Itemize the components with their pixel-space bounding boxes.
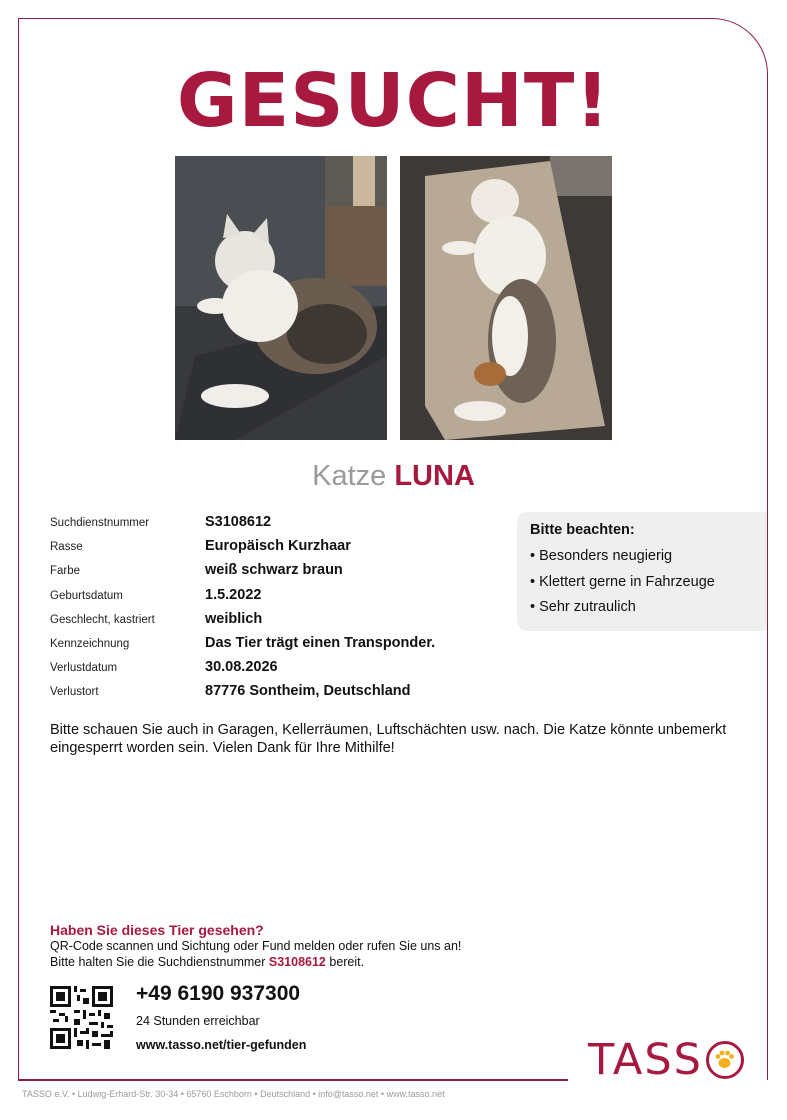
notes-title: Bitte beachten: — [530, 522, 635, 538]
detail-value: 1.5.2022 — [205, 586, 262, 603]
detail-row — [50, 538, 510, 562]
contact-reminder — [50, 955, 364, 969]
reminder-text-pre: Bitte halten Sie die Suchdienstnummer — [50, 955, 269, 969]
notes-box — [517, 512, 767, 631]
detail-value: Das Tier trägt einen Transponder. — [205, 634, 436, 651]
detail-label: Geburtsdatum — [50, 589, 123, 602]
website-link[interactable]: www.tasso.net/tier-gefunden — [136, 1038, 307, 1052]
detail-row — [50, 683, 510, 707]
detail-value: weiblich — [205, 610, 263, 627]
detail-label: Geschlecht, kastriert — [50, 613, 155, 626]
detail-row — [50, 562, 510, 586]
logo-text: TASS — [588, 1035, 703, 1085]
footer-address: TASSO e.V. • Ludwig-Erhard-Str. 30-34 • 65760 Eschborn • Deutschland • info@tasso.net • www.tasso.net — [22, 1089, 445, 1099]
availability-text: 24 Stunden erreichbar — [136, 1014, 260, 1028]
reminder-text-post: bereit. — [325, 955, 365, 969]
detail-value: 30.08.2026 — [205, 659, 278, 676]
detail-row — [50, 635, 510, 659]
detail-value: S3108612 — [205, 514, 272, 530]
phone-number[interactable]: +49 6190 937300 — [136, 982, 301, 1005]
reminder-search-id: S3108612 — [268, 955, 326, 969]
detail-label: Suchdienstnummer — [50, 517, 150, 529]
detail-label: Verlustort — [50, 686, 99, 699]
detail-row — [50, 587, 510, 611]
contact-instruction: QR-Code scannen und Sichtung oder Fund melden oder rufen Sie uns an! — [50, 939, 462, 953]
qr-code[interactable] — [50, 986, 113, 1049]
detail-label: Rasse — [50, 541, 83, 554]
note-item: • Sehr zutraulich — [530, 599, 636, 615]
pet-species: Katze — [312, 460, 387, 492]
pet-heading — [0, 460, 787, 493]
cat-photo-1 — [175, 156, 387, 440]
detail-row — [50, 659, 510, 683]
page-title: GESUCHT! — [176, 58, 611, 144]
cat-photo-2 — [400, 156, 612, 440]
note-item: • Klettert gerne in Fahrzeuge — [530, 573, 715, 590]
tasso-logo — [588, 1034, 744, 1086]
detail-value: Europäisch Kurzhaar — [205, 538, 351, 555]
detail-value: 87776 Sontheim, Deutschland — [205, 683, 411, 700]
detail-row — [50, 611, 510, 635]
pet-name: LUNA — [394, 460, 475, 492]
contact-title: Haben Sie dieses Tier gesehen? — [50, 922, 264, 938]
detail-value: weiß schwarz braun — [205, 562, 343, 579]
appeal-message: Bitte schauen Sie auch in Garagen, Kellerräumen, Luftschächten usw. nach. Die Katze könnte unbemerkt eingesperrt worden sein. Vielen Dank für Ihre Mithilfe! — [50, 722, 727, 756]
note-item: • Besonders neugierig — [530, 548, 673, 564]
detail-label: Kennzeichnung — [50, 637, 130, 650]
detail-row — [50, 514, 510, 538]
detail-label: Farbe — [50, 565, 81, 578]
frame-bottom-line — [18, 1079, 568, 1081]
paw-icon — [706, 1041, 744, 1079]
details-table — [50, 514, 510, 708]
detail-label: Verlustdatum — [50, 662, 118, 675]
